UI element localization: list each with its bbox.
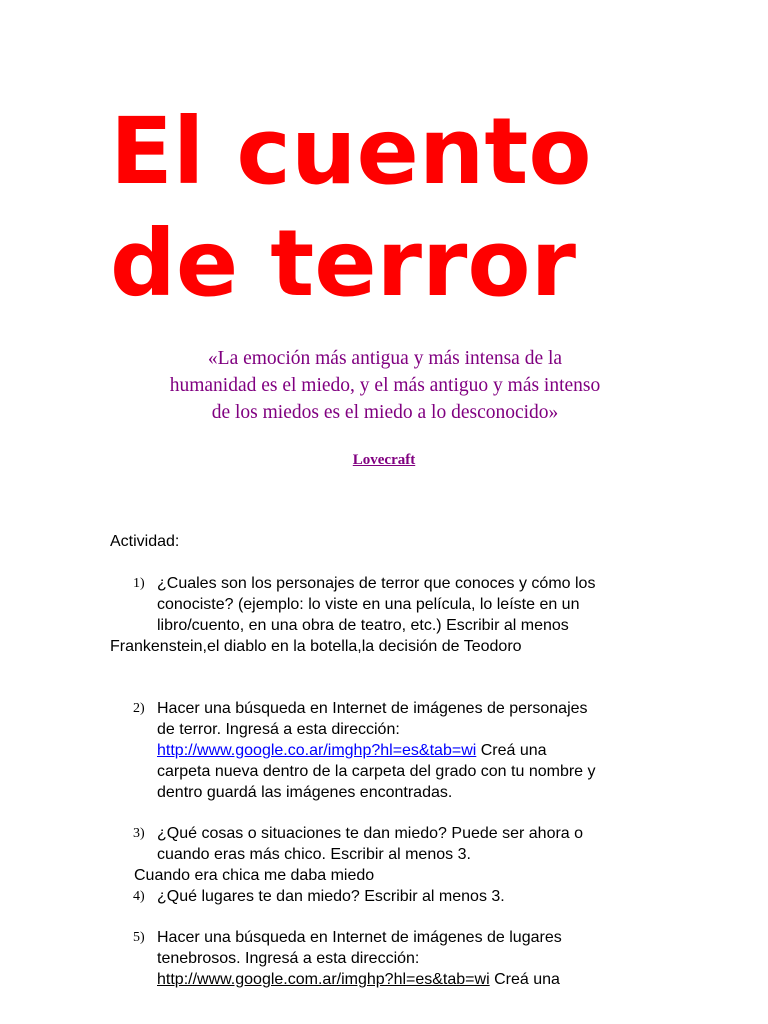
item-text	[157, 927, 677, 990]
google-images-link[interactable]: http://www.google.co.ar/imghp?hl=es&tab=wi	[157, 742, 477, 759]
item-line: tenebrosos. Ingresá a esta dirección:	[157, 950, 420, 967]
item-line: Hacer una búsqueda en Internet de imágenes de lugares	[157, 929, 562, 946]
item-line: ¿Qué lugares te dan miedo? Escribir al menos 3.	[157, 888, 505, 905]
item-3-answer: Cuando era chica me daba miedo	[134, 867, 375, 884]
activity-label: Actividad:	[110, 533, 180, 550]
quote-line-1: «La emoción más antigua y más intensa de la	[207, 348, 563, 369]
quote-line-3: de los miedos es el miedo a lo desconocido»	[211, 402, 559, 423]
item-text	[157, 823, 677, 865]
item-text	[157, 886, 677, 907]
item-line-after-link: Creá una	[476, 742, 547, 759]
google-images-link[interactable]: http://www.google.com.ar/imghp?hl=es&tab=wi	[157, 971, 490, 988]
item-line: dentro guardá las imágenes encontradas.	[157, 784, 453, 801]
item-line-with-link	[157, 740, 677, 761]
item-number: 2)	[133, 701, 145, 716]
epigraph-quote	[100, 345, 670, 426]
document-title	[110, 96, 592, 320]
item-number: 5)	[133, 930, 145, 945]
item-line: ¿Cuales son los personajes de terror que conoces y cómo los	[157, 575, 596, 592]
item-1-answer: Frankenstein,el diablo en la botella,la decisión de Teodoro	[110, 638, 522, 655]
item-line: conociste? (ejemplo: lo viste en una película, lo leíste en un	[157, 596, 580, 613]
item-line-with-link	[157, 969, 677, 990]
item-line: Hacer una búsqueda en Internet de imágenes de personajes	[157, 700, 588, 717]
item-line: libro/cuento, en una obra de teatro, etc.) Escribir al menos	[157, 617, 569, 634]
item-line: cuando eras más chico. Escribir al menos 3.	[157, 846, 471, 863]
item-number: 1)	[133, 576, 145, 591]
item-number: 3)	[133, 826, 145, 841]
item-text	[157, 698, 677, 803]
quote-author: Lovecraft	[352, 452, 416, 468]
title-line-2: de terror	[110, 210, 576, 317]
item-number: 4)	[133, 889, 145, 904]
item-line: de terror. Ingresá a esta dirección:	[157, 721, 400, 738]
quote-line-2: humanidad es el miedo, y el más antiguo y más intenso	[169, 375, 601, 396]
item-text	[157, 573, 677, 636]
item-line: carpeta nueva dentro de la carpeta del grado con tu nombre y	[157, 763, 596, 780]
item-line-after-link: Creá una	[489, 971, 560, 988]
title-line-1: El cuento	[110, 98, 592, 205]
item-line: ¿Qué cosas o situaciones te dan miedo? Puede ser ahora o	[157, 825, 584, 842]
